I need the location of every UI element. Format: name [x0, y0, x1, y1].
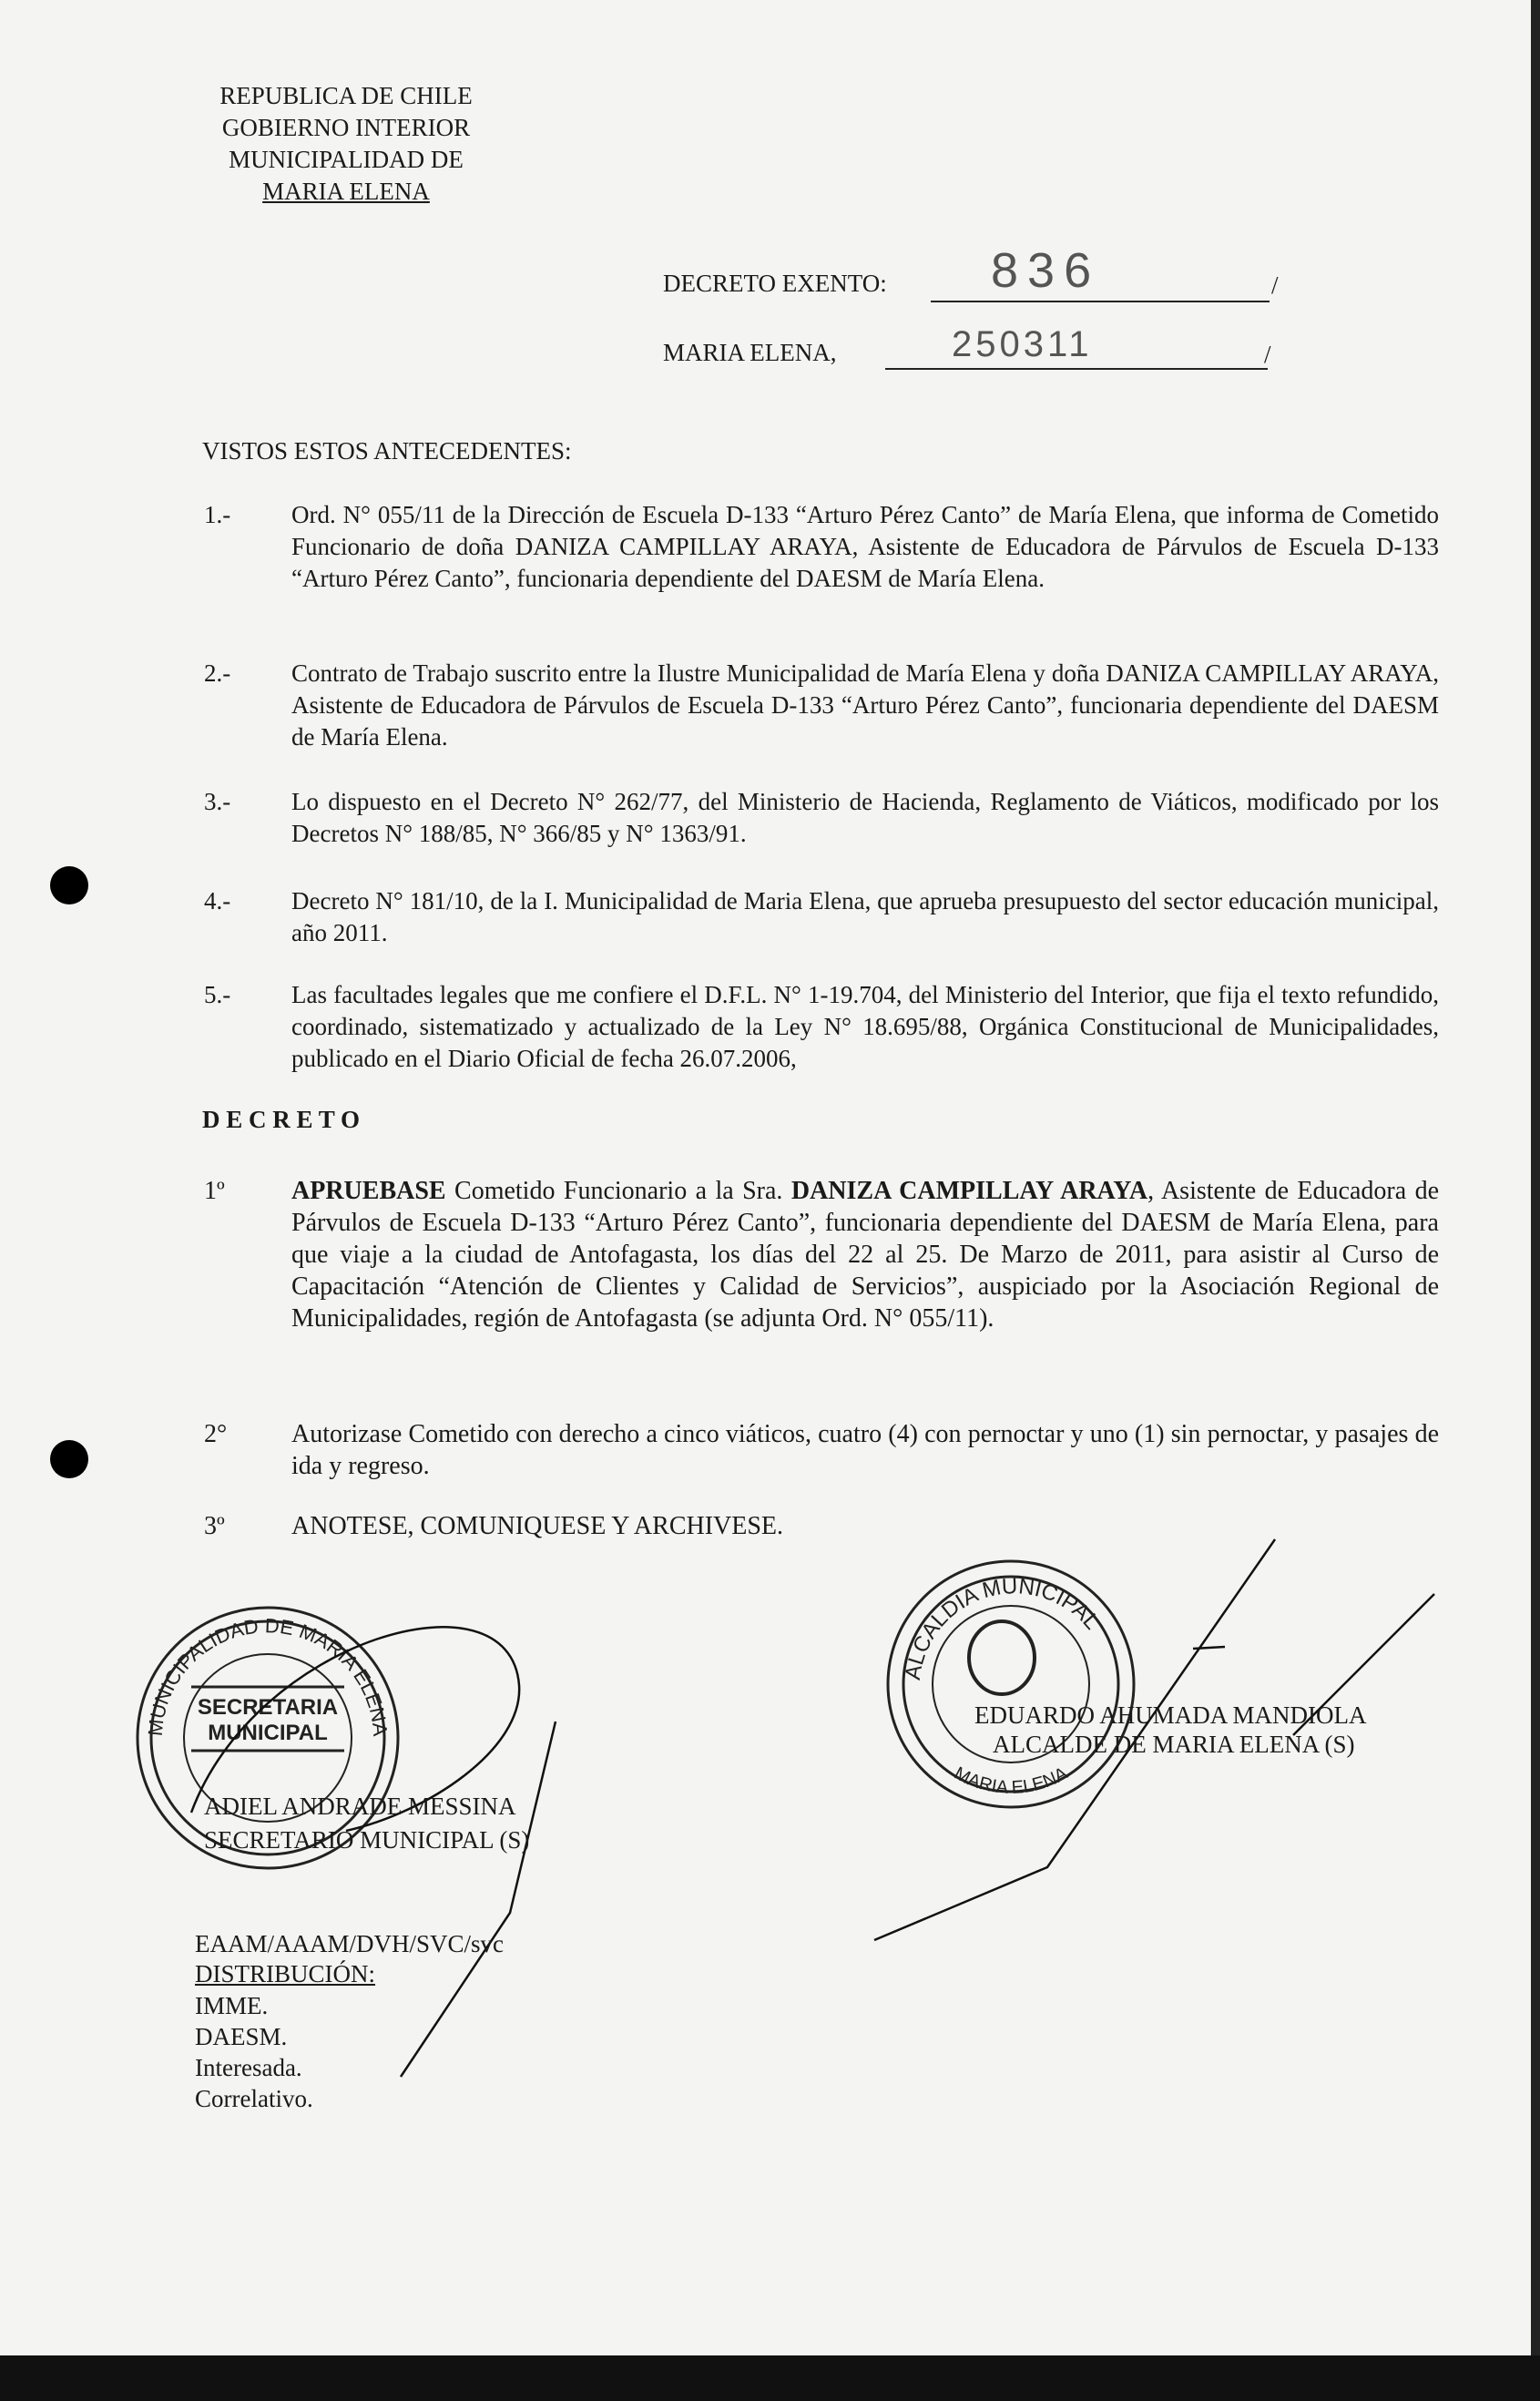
mayor-name: EDUARDO AHUMADA MANDIOLA	[974, 1701, 1367, 1729]
decree-number-label: DECRETO EXENTO:	[663, 270, 887, 297]
lead-word: APRUEBASE	[291, 1177, 446, 1205]
item-number: 4.-	[204, 887, 231, 914]
item-number: 1.-	[204, 501, 231, 528]
decree-number-value: 836	[991, 243, 1101, 298]
decreto-heading: D E C R E T O	[202, 1106, 361, 1133]
item-text: Lo dispuesto en el Decreto N° 262/77, del Ministerio de Hacienda, Reglamento de Viáticos, modificado por los Decretos N° 188/85, N° 366/85 y N° 1363/91.	[291, 788, 1439, 847]
stamp-center-text: MUNICIPAL	[208, 1721, 328, 1745]
mayor-title: ALCALDE DE MARIA ELENA (S)	[993, 1731, 1355, 1758]
item-number: 3.-	[204, 788, 231, 815]
stamp-ring-text: MUNICIPALIDAD DE MARIA ELENA	[143, 1614, 393, 1737]
letterhead-line: GOBIERNO INTERIOR	[221, 114, 471, 141]
item-number: 2.-	[204, 659, 231, 687]
distribution-label: DISTRIBUCIÓN:	[195, 1960, 376, 1987]
item-text: Ord. N° 055/11 de la Dirección de Escuela D-133 “Arturo Pérez Canto” de María Elena, que informa de Cometido Funcionario de doña DANIZA CAMPILLAY ARAYA, Asistente de Educadora de Párvulos de Escuela D-133 “Arturo Pérez Canto”, funcionaria dependiente del DAESM de María Elena.	[291, 501, 1439, 592]
letterhead-line: MARIA ELENA	[262, 178, 430, 205]
vistos-heading: VISTOS ESTOS ANTECEDENTES:	[202, 437, 572, 465]
item-text: Las facultades legales que me confiere el D.F.L. N° 1-19.704, del Ministerio del Interior, que fija el texto refundido, coordinado, sistematizado y actualizado de la Ley N° 18.695/88, Orgánica Constitucional de Municipalidades, publicado en el Diario Oficial de fecha 26.07.2006,	[291, 981, 1439, 1072]
stamp-ring-text: MARIA ELENA	[951, 1762, 1071, 1798]
secretary-title: SECRETARIO MUNICIPAL (S)	[204, 1826, 530, 1854]
distribution-item: IMME.	[195, 1992, 269, 2019]
slash: /	[1271, 271, 1279, 299]
distribution-item: Interesada.	[195, 2054, 302, 2081]
item-text: ANOTESE, COMUNIQUESE Y ARCHIVESE.	[291, 1512, 784, 1540]
item-text: Autorizase Cometido con derecho a cinco viáticos, cuatro (4) con pernoctar y uno (1) sin pernoctar, y pasajes de ida y regreso.	[291, 1420, 1439, 1480]
place-label: MARIA ELENA,	[663, 339, 837, 366]
item-text: Decreto N° 181/10, de la I. Municipalidad de Maria Elena, que aprueba presupuesto del sector educación municipal, año 2011.	[291, 887, 1439, 946]
item-text: Contrato de Trabajo suscrito entre la Ilustre Municipalidad de María Elena y doña DANIZA CAMPILLAY ARAYA, Asistente de Educadora de Párvulos de Escuela D-133 “Arturo Pérez Canto”, funcionaria dependiente del DAESM de María Elena.	[291, 659, 1439, 751]
secretary-name: ADIEL ANDRADE MESSINA	[204, 1793, 516, 1820]
initials: EAAM/AAAM/DVH/SVC/svc	[195, 1930, 505, 1957]
distribution-item: DAESM.	[195, 2023, 288, 2050]
item-number: 5.-	[204, 981, 231, 1008]
item-text: Cometido Funcionario a la Sra.	[445, 1177, 791, 1205]
item-number: 1º	[204, 1177, 225, 1205]
coat-of-arms-icon	[969, 1621, 1035, 1694]
distribution-item: Correlativo.	[195, 2085, 313, 2112]
stamp-ring-text: ALCALDIA MUNICIPAL	[900, 1574, 1105, 1682]
letterhead-line: MUNICIPALIDAD DE	[229, 146, 464, 173]
employee-name: DANIZA CAMPILLAY ARAYA	[790, 1177, 1148, 1205]
item-number: 2°	[204, 1420, 228, 1448]
item-number: 3º	[204, 1512, 225, 1540]
stamp-center-text: SECRETARIA	[197, 1695, 339, 1720]
date-value: 250311	[952, 324, 1093, 364]
item-text: , Asistente de Educadora de Párvulos de Escuela D-133 “Arturo Pérez Canto”, funcionaria dependiente del DAESM de María Elena, para que viaje a la ciudad de Antofagasta, los días del 22 al 25. De Marzo de 2011, para asistir al Curso de Capacitación “Atención de Clientes y Calidad de Servicios”, auspiciado por la Asociación Regional de Municipalidades, región de Antofagasta (se adjunta Ord. N° 055/11).	[291, 1177, 1439, 1333]
slash: /	[1264, 341, 1271, 368]
letterhead-line: REPUBLICA DE CHILE	[219, 82, 473, 109]
